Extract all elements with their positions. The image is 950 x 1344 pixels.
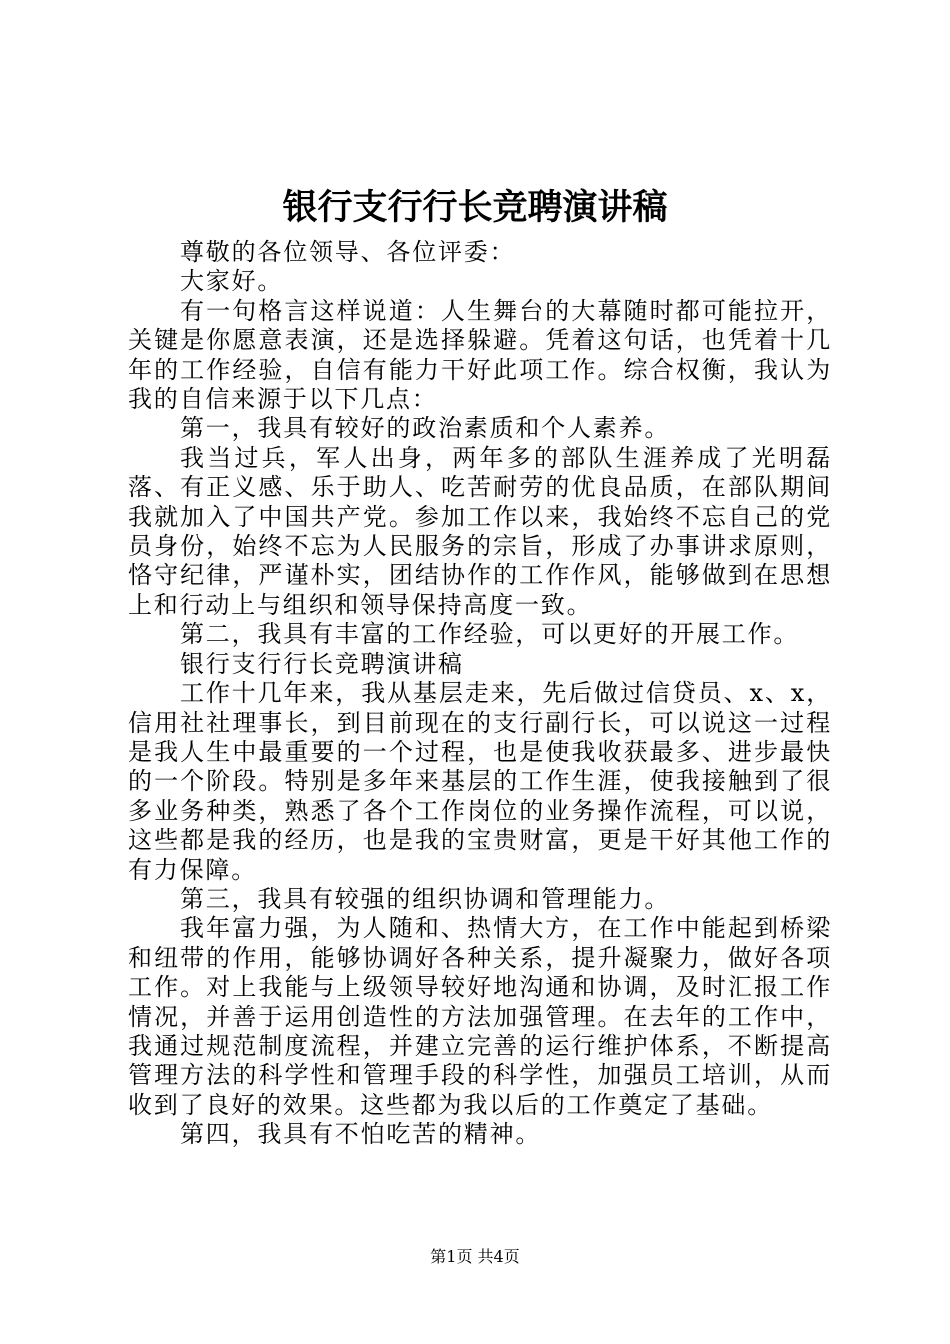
paragraph-point-three-heading: 第三，我具有较强的组织协调和管理能力。 xyxy=(180,884,671,913)
paragraph-point-one-body: 我当过兵，军人出身，两年多的部队生涯养成了光明磊落、有正义感、乐于助人、吃苦耐劳的优良品质，在部队期间我就加入了中国共产党。参加工作以来，我始终不忘自己的党员身份，始终不忘为人民服务的宗旨，形成了办事讲求原则，恪守纪律，严谨朴实，团结协作的工作作风，能够做到在思想上和行动上与组织和领导保持高度一致。 xyxy=(128,443,832,619)
paragraph-point-three-body: 我年富力强，为人随和、热情大方，在工作中能起到桥梁和纽带的作用，能够协调好各种关系，提升凝聚力，做好各项工作。对上我能与上级领导较好地沟通和协调，及时汇报工作情况，并善于运用创造性的方法加强管理。在去年的工作中，我通过规范制度流程，并建立完善的运行维护体系，不断提高管理方法的科学性和管理手段的科学性，加强员工培训，从而收到了良好的效果。这些都为我以后的工作奠定了基础。 xyxy=(128,914,832,1119)
document-title: 银行支行行长竞聘演讲稿 xyxy=(282,187,668,228)
paragraph-point-four-heading: 第四，我具有不怕吃苦的精神。 xyxy=(180,1120,542,1149)
paragraph-repeated-title: 银行支行行长竞聘演讲稿 xyxy=(180,649,464,678)
paragraph-intro: 有一句格言这样说道：人生舞台的大幕随时都可能拉开，关键是你愿意表演，还是选择躲避。凭着这句话，也凭着十几年的工作经验，自信有能力干好此项工作。综合权衡，我认为我的自信来源于以下几点： xyxy=(128,296,832,414)
paragraph-point-two-heading: 第二，我具有丰富的工作经验，可以更好的开展工作。 xyxy=(180,620,800,649)
paragraph-salutation: 尊敬的各位领导、各位评委： xyxy=(180,238,516,266)
paragraph-point-two-body: 工作十几年来，我从基层走来，先后做过信贷员、x、x，信用社社理事长，到目前现在的支行副行长，可以说这一过程是我人生中最重要的一个过程，也是使我收获最多、进步最快的一个阶段。特别是多年来基层的工作生涯，使我接触到了很多业务种类，熟悉了各个工作岗位的业务操作流程，可以说，这些都是我的经历，也是我的宝贵财富，更是干好其他工作的有力保障。 xyxy=(128,679,832,884)
paragraph-point-one-heading: 第一，我具有较好的政治素质和个人素养。 xyxy=(180,414,671,443)
paragraph-greeting: 大家好。 xyxy=(180,267,284,296)
document-body xyxy=(128,238,832,1150)
page-footer: 第1页 共4页 xyxy=(430,1247,520,1266)
